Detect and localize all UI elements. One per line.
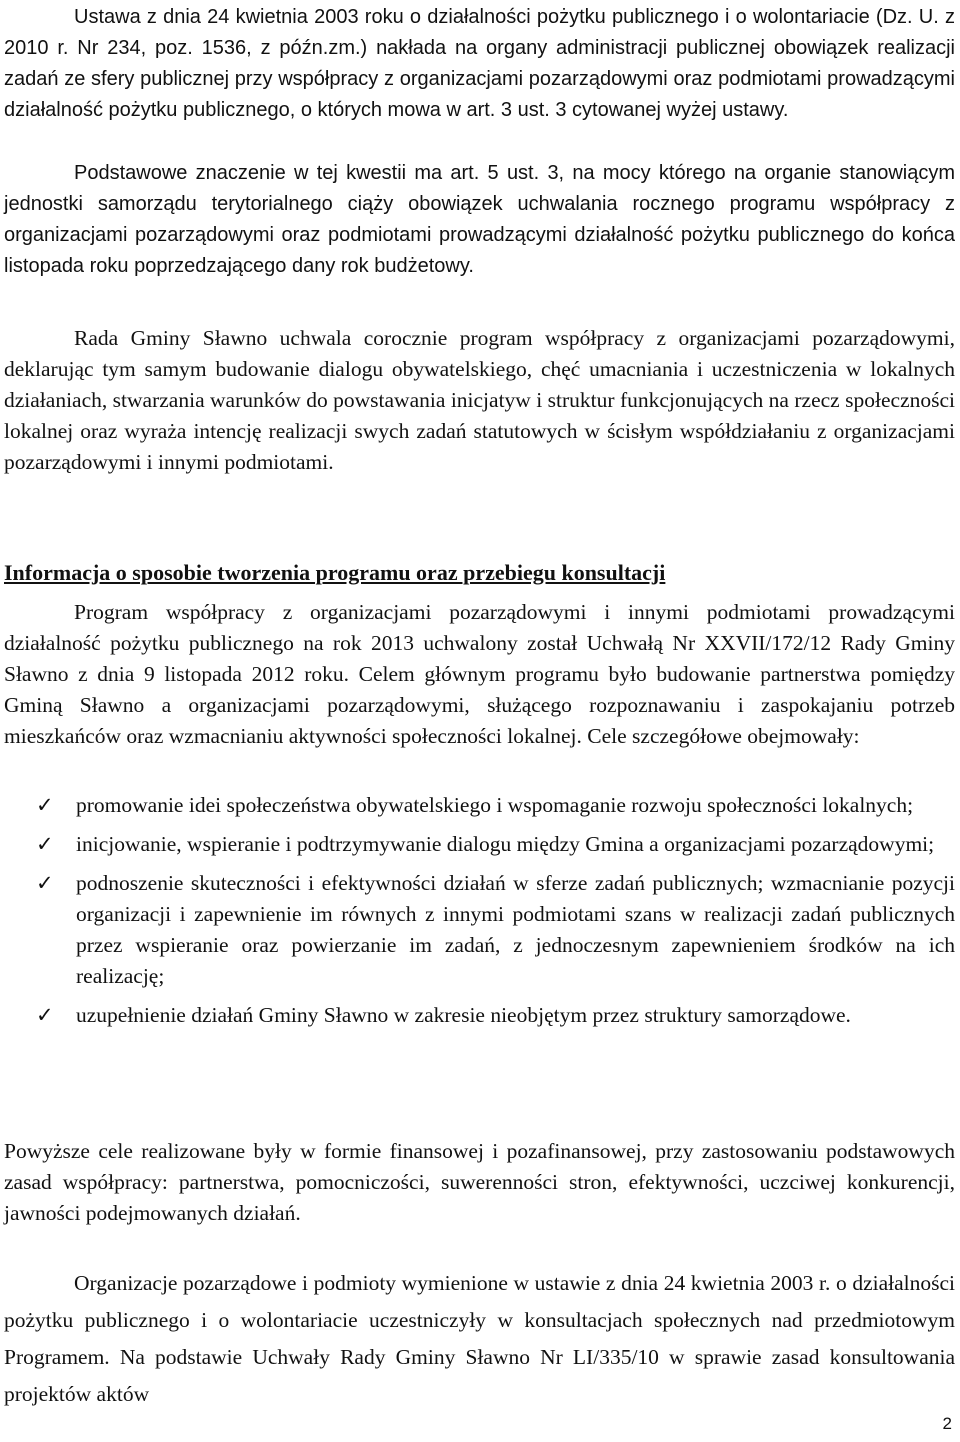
list-item-text: promowanie idei społeczeństwa obywatelskiego i wspomaganie rozwoju społeczności lokalnych; <box>76 793 914 817</box>
paragraph-program: Program współpracy z organizacjami pozarządowymi i innymi podmiotami prowadzącymi działalność pożytku publicznego na rok 2013 uchwalony został Uchwałą Nr XXVII/172/12 Rady Gminy Sławno z dnia 9 listopada 2012 roku. Celem głównym programu było budowanie partnerstwa pomiędzy Gminą Sławno a organizacjami pozarządowymi, służącego rozpoznawaniu i zaspokajaniu potrzeb mieszkańców oraz wzmacnianiu aktywności społeczności lokalnej. Cele szczegółowe obejmowały: <box>4 600 955 748</box>
paragraph-konsultacje: Organizacje pozarządowe i podmioty wymienione w ustawie z dnia 24 kwietnia 2003 r. o działalności pożytku publicznego i o wolontariacie uczestniczyły w konsultacjach społecznych nad przedmiotowym Programem. Na podstawie Uchwały Rady Gminy Sławno Nr LI/335/10 w sprawie zasad konsultowania projektów aktów <box>4 1271 955 1406</box>
list-item-text: podnoszenie skuteczności i efektywności działań w sferze zadań publicznych; wzmacnianie pozycji organizacji i zapewnienie im równych z innymi podmiotami szans w realizacji zadań publicznych przez wspieranie oraz powierzanie im zadań, z jednoczesnym zapewnieniem środków na ich realizację; <box>76 871 955 988</box>
list-item <box>0 1000 955 1031</box>
checkmark-icon: ✓ <box>36 1003 54 1027</box>
list-item <box>0 868 955 992</box>
list-item-text: inicjowanie, wspieranie i podtrzymywanie dialogu między Gmina a organizacjami pozarządowymi; <box>76 832 935 856</box>
checkmark-icon: ✓ <box>36 793 54 817</box>
paragraph-rada-gminy: Rada Gminy Sławno uchwala corocznie program współpracy z organizacjami pozarządowymi, deklarując tym samym budowanie dialogu obywatelskiego, chęć umacniania i uczestniczenia w lokalnych działaniach, stwarzania warunków do powstawania inicjatyw i struktur funkcjonujących na rzecz społeczności lokalnej oraz wyraża intencję realizacji swych zadań statutowych w ścisłym współdziałaniu z organizacjami pozarządowymi i innymi podmiotami. <box>4 326 955 474</box>
checkmark-icon: ✓ <box>36 832 54 856</box>
list-item <box>0 829 955 860</box>
list-item <box>0 790 955 821</box>
checkmark-icon: ✓ <box>36 871 54 895</box>
paragraph-intro: Ustawa z dnia 24 kwietnia 2003 roku o działalności pożytku publicznego i o wolontariacie (Dz. U. z 2010 r. Nr 234, poz. 1536, z późn.zm.) nakłada na organy administracji publicznej obowiązek realizacji zadań ze sfery publicznej przy współpracy z organizacjami pozarządowymi oraz podmiotami prowadzącymi działalność pożytku publicznego, o których mowa w art. 3 ust. 3 cytowanej wyżej ustawy. <box>4 6 955 121</box>
page-number: 2 <box>942 1414 952 1433</box>
paragraph-art-5: Podstawowe znaczenie w tej kwestii ma art. 5 ust. 3, na mocy którego na organie stanowiącym jednostki samorządu terytorialnego ciąży obowiązek uchwalania rocznego programu współpracy z organizacjami pozarządowymi oraz podmiotami prowadzącymi działalność pożytku publicznego do końca listopada roku poprzedzającego dany rok budżetowy. <box>4 162 955 277</box>
goals-list <box>0 790 960 1039</box>
list-item-text: uzupełnienie działań Gminy Sławno w zakresie nieobjętym przez struktury samorządowe. <box>76 1003 851 1027</box>
section-heading: Informacja o sposobie tworzenia programu oraz przebiegu konsultacji <box>4 560 666 585</box>
paragraph-cele: Powyższe cele realizowane były w formie finansowej i pozafinansowej, przy zastosowaniu podstawowych zasad współpracy: partnerstwa, pomocniczości, suwerenności stron, efektywności, uczciwej konkurencji, jawności podejmowanych działań. <box>4 1139 955 1225</box>
